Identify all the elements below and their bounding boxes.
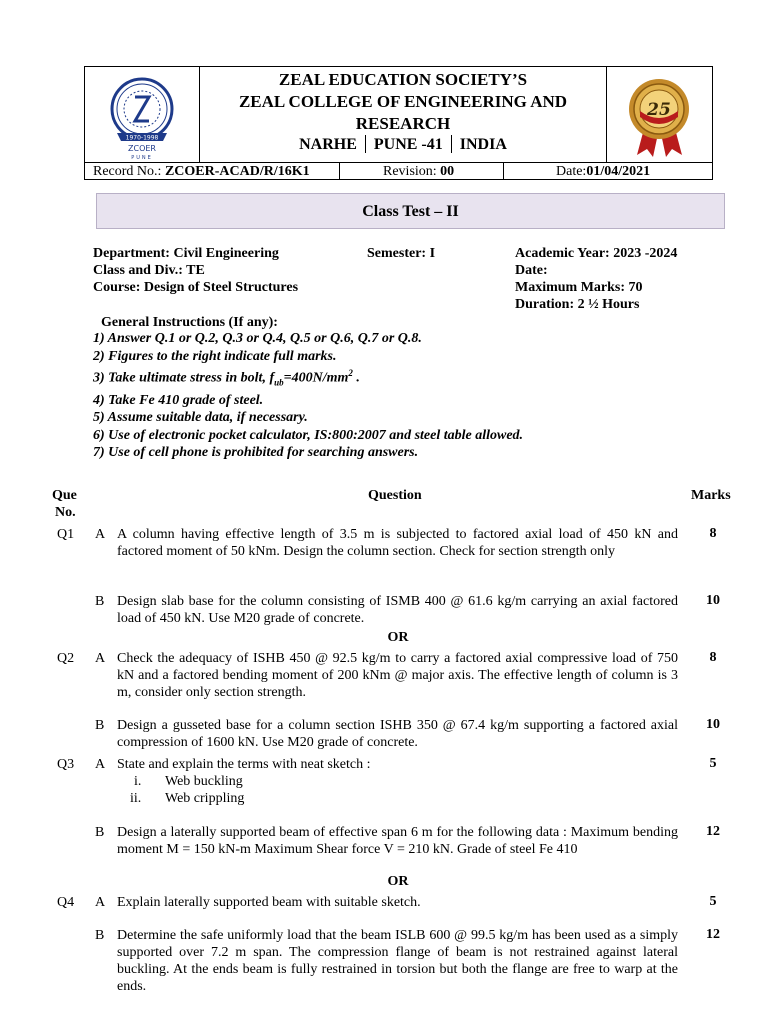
academic-year: Academic Year: 2023 -2024 <box>515 246 678 261</box>
subquestion-label: B <box>95 825 105 840</box>
course: Course: Design of Steel Structures <box>93 280 299 295</box>
duration: Duration: 2 ½ Hours <box>515 297 640 312</box>
list-numeral: i. <box>134 774 142 789</box>
subquestion-label: B <box>95 594 105 609</box>
question-number: Q4 <box>57 895 75 910</box>
subquestion-label: A <box>95 895 106 910</box>
svg-text:25: 25 <box>647 100 671 120</box>
or-separator: OR <box>387 874 409 889</box>
department: Department: Civil Engineering <box>93 246 279 261</box>
location-city: PUNE -41 <box>373 136 443 153</box>
subquestion-label: A <box>95 757 106 772</box>
question-marks: 8 <box>709 526 717 541</box>
record-row <box>85 162 712 180</box>
class-division: Class and Div.: TE <box>93 263 205 278</box>
subquestion-label: B <box>95 928 105 943</box>
svg-text:PUNE: PUNE <box>131 155 153 161</box>
question-number: Q2 <box>57 651 75 666</box>
instructions-list <box>93 330 713 462</box>
instruction-item: 3) Take ultimate stress in bolt, $f_{ub}=400N/mm^2$ . <box>93 368 360 388</box>
revision: Revision: 00 <box>383 164 455 179</box>
col-header-marks: Marks <box>691 488 731 503</box>
record-number: Record No.: ZCOER-ACAD/R/16K1 <box>93 164 310 179</box>
question-text: Explain laterally supported beam with suitable sketch. <box>117 895 421 910</box>
instruction-item: 2) Figures to the right indicate full marks. <box>93 348 337 364</box>
list-item: Web buckling <box>165 774 243 789</box>
svg-text:ZCOER: ZCOER <box>128 144 156 153</box>
question-text: Check the adequacy of ISHB 450 @ 92.5 kg/m to carry a factored axial compressive load of 750 kN and a factored bending moment of 200 kNm @ major axis. The effective length of column is 3 m, consider only section strength. <box>117 651 678 700</box>
anniversary-badge-cell <box>606 67 712 162</box>
question-text: Determine the safe uniformly load that the beam ISLB 600 @ 99.5 kg/m has been used as a simply supported over 7.2 m span. The compression flange of beam is not restrained against lateral buckling. At the ends beam is fully restrained in torsion but both the flange are free to warp at the ends. <box>117 928 678 994</box>
or-separator: OR <box>387 630 409 645</box>
col-header-no: No. <box>55 505 76 520</box>
header-box <box>84 66 713 180</box>
svg-text:1970-1998: 1970-1998 <box>125 134 159 142</box>
question-text: A column having effective length of 3.5 m is subjected to factored axial load of 450 kN and factored moment of 50 kNm. Design the column section. Check for section strength only <box>117 527 678 559</box>
maximum-marks: Maximum Marks: 70 <box>515 280 643 295</box>
college-title-block <box>199 67 607 162</box>
question-number: Q3 <box>57 757 75 772</box>
question-number: Q1 <box>57 527 75 542</box>
college-name-line1: ZEAL COLLEGE OF ENGINEERING AND <box>238 92 568 111</box>
college-logo <box>85 67 199 162</box>
instruction-item: 7) Use of cell phone is prohibited for searching answers. <box>93 445 419 461</box>
question-text: Design a gusseted base for a column section ISHB 350 @ 67.4 kg/m supporting a factored axial compression of 1600 kN. Use M20 grade of concrete. <box>117 718 678 750</box>
question-marks: 12 <box>706 927 720 942</box>
instruction-item: 4) Take Fe 410 grade of steel. <box>93 392 264 408</box>
list-numeral: ii. <box>130 791 142 806</box>
question-marks: 5 <box>709 894 717 909</box>
col-header-que: Que <box>52 488 77 503</box>
question-text: Design slab base for the column consisting of ISMB 400 @ 61.6 kg/m carrying an axial factored load of 450 kN. Use M20 grade of concrete. <box>117 594 678 626</box>
question-marks: 10 <box>706 717 720 732</box>
college-logo-cell <box>85 67 200 162</box>
instruction-item: 5) Assume suitable data, if necessary. <box>93 410 308 426</box>
location-country: INDIA <box>459 136 507 153</box>
subquestion-label: A <box>95 651 106 666</box>
question-text: State and explain the terms with neat sketch : <box>117 757 371 772</box>
test-title: Class Test – II <box>96 193 725 229</box>
subquestion-label: B <box>95 718 105 733</box>
college-name-line2: RESEARCH <box>355 114 451 133</box>
question-marks: 5 <box>709 756 717 771</box>
question-marks: 10 <box>706 593 720 608</box>
question-marks: 12 <box>706 824 720 839</box>
location-area: NARHE <box>299 136 357 153</box>
instructions-title: General Instructions (If any): <box>101 315 278 330</box>
question-text: Design a laterally supported beam of effective span 6 m for the following data : Maximum bending moment M = 150 kN-m Maximum Shear force V = 210 kN. Grade of steel Fe 410 <box>117 825 678 857</box>
record-date: Date:01/04/2021 <box>556 164 651 179</box>
subquestion-label: A <box>95 527 106 542</box>
instruction-item: 6) Use of electronic pocket calculator, IS:800:2007 and steel table allowed. <box>93 427 524 443</box>
society-name: ZEAL EDUCATION SOCIETY’S <box>278 70 528 89</box>
semester: Semester: I <box>367 246 436 261</box>
college-location <box>199 135 607 155</box>
exam-date: Date: <box>515 263 548 278</box>
list-item: Web crippling <box>165 791 245 806</box>
question-marks: 8 <box>709 650 717 665</box>
anniversary-badge-icon <box>607 67 712 162</box>
col-header-question: Question <box>368 488 422 503</box>
instruction-item: 1) Answer Q.1 or Q.2, Q.3 or Q.4, Q.5 or Q.6, Q.7 or Q.8. <box>93 331 422 346</box>
